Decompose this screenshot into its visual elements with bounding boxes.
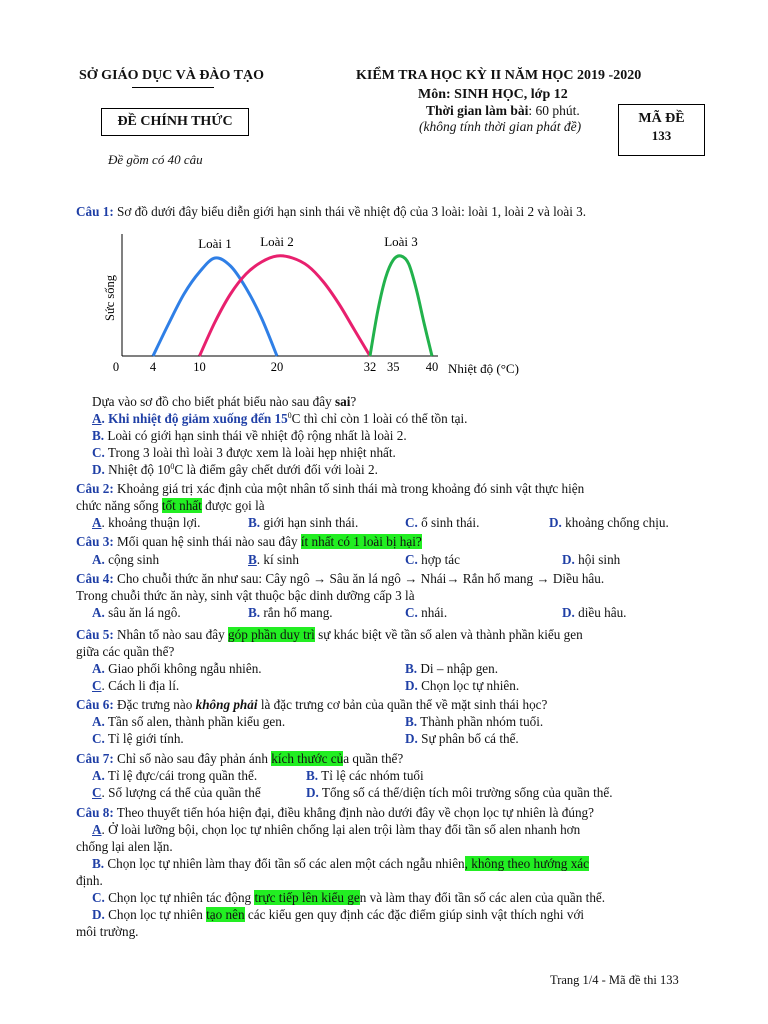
q3-d-key: D. bbox=[562, 552, 575, 567]
subject-prefix: Môn: bbox=[418, 87, 455, 102]
q1-option-c[interactable] bbox=[92, 444, 396, 461]
q7-d-key: D. bbox=[306, 785, 319, 800]
q7-c-key: C bbox=[92, 785, 102, 800]
exam-code-box bbox=[618, 104, 705, 156]
q7-a-key: A. bbox=[92, 768, 105, 783]
q2-option-b[interactable] bbox=[248, 514, 358, 531]
subject-line bbox=[418, 87, 568, 103]
q8-a-key: A bbox=[92, 822, 102, 837]
q1-d-text-2: C là điểm gây chết dưới đối với loài 2. bbox=[174, 462, 378, 477]
q6-a-text: Tần số alen, thành phần kiểu gen. bbox=[104, 714, 286, 729]
series-line-3 bbox=[370, 256, 432, 356]
q7-b-key: B. bbox=[306, 768, 319, 783]
x-tick-label: 0 bbox=[112, 360, 120, 374]
q1-option-b[interactable] bbox=[92, 427, 407, 444]
chart-curves bbox=[153, 256, 432, 356]
q5-highlight: góp phần duy trì bbox=[228, 627, 315, 642]
curve-labels bbox=[198, 234, 418, 251]
q7-c-text: . Số lượng cá thể của quần thể bbox=[101, 785, 261, 800]
q3-label: Câu 3: bbox=[76, 534, 114, 549]
q2-b-key: B. bbox=[248, 515, 261, 530]
q3-text: Mối quan hệ sinh thái nào sau đây bbox=[113, 534, 301, 549]
q4-d-key: D. bbox=[562, 605, 575, 620]
q2-text2-end: được gọi là bbox=[201, 498, 265, 513]
q6-d-text: Sự phân bố cá thể. bbox=[417, 731, 519, 746]
q5-a-key: A. bbox=[92, 661, 105, 676]
q1-a-key: A bbox=[92, 411, 102, 426]
q2-c-key: C. bbox=[405, 515, 418, 530]
q4-text: Cho chuỗi thức ăn như sau: Cây ngô → Sâu ăn lá ngô → Nhái→ Rắn hổ mang → Diều hâu. bbox=[113, 571, 605, 586]
q3-a-key: A. bbox=[92, 552, 105, 567]
q4-d-text: diều hâu. bbox=[574, 605, 627, 620]
q1-a-text: C thì chỉ còn 1 loài có thể tồn tại. bbox=[291, 411, 468, 426]
q5-text-end: sự khác biệt về tần số alen và thành phần kiểu gen bbox=[314, 627, 583, 642]
x-tick-label: 35 bbox=[387, 360, 400, 374]
q4-c-text: nhái. bbox=[417, 605, 448, 620]
q3-a-text: cộng sinh bbox=[104, 552, 160, 567]
q1-a-dot: . Khi nhiệt độ giảm xuống đến 15 bbox=[101, 411, 288, 426]
q6-a-key: A. bbox=[92, 714, 105, 729]
q4-label: Câu 4: bbox=[76, 571, 114, 586]
q5-label: Câu 5: bbox=[76, 627, 114, 642]
q5-c-text: . Cách li địa lí. bbox=[101, 678, 180, 693]
tolerance-chart bbox=[100, 230, 540, 380]
q8-d-text-end: các kiểu gen quy định các đặc điểm giúp sinh vật thích nghi với bbox=[244, 907, 585, 922]
q4-c-key: C. bbox=[405, 605, 418, 620]
x-tick-label: 20 bbox=[270, 360, 284, 374]
page-footer: Trang 1/4 - Mã đề thi 133 bbox=[550, 973, 679, 987]
q8-a-text: . Ở loài lưỡng bội, chọn lọc tự nhiên chống lại alen trội làm thay đổi tần số alen nhanh hơn bbox=[101, 822, 581, 837]
time-line bbox=[426, 103, 580, 119]
q8-text: Theo thuyết tiến hóa hiện đại, điều khẳng định nào dưới đây về chọn lọc tự nhiên là đúng? bbox=[113, 805, 595, 820]
x-axis-label: Nhiệt độ (°C) bbox=[448, 361, 519, 376]
q4-a-text: sâu ăn lá ngô. bbox=[104, 605, 181, 620]
q4-stem-2 bbox=[76, 587, 415, 604]
q2-a-key: A bbox=[92, 515, 102, 530]
q8-c-highlight: trực tiếp lên kiểu ge bbox=[254, 890, 360, 905]
series-label-2: Loài 2 bbox=[260, 234, 294, 249]
exam-code: 133 bbox=[651, 128, 672, 143]
q7-d-text: Tổng số cá thể/diện tích môi trường sống của quần thể. bbox=[318, 785, 613, 800]
q4-option-b[interactable] bbox=[248, 604, 333, 621]
q5-stem bbox=[76, 626, 583, 643]
q1-d-sup: 0 bbox=[170, 462, 175, 471]
y-axis-label: Sức sống bbox=[103, 274, 117, 322]
q2-label: Câu 2: bbox=[76, 481, 114, 496]
q5-text2: giữa các quần thể? bbox=[76, 644, 175, 659]
q4-option-d[interactable] bbox=[562, 604, 626, 621]
q6-label: Câu 6: bbox=[76, 697, 114, 712]
q8-b-text: Chọn lọc tự nhiên làm thay đổi tần số các alen một cách ngẫu nhiên bbox=[104, 856, 465, 871]
q8-option-d[interactable] bbox=[92, 906, 584, 923]
q1-prompt-text: Dựa vào sơ đồ cho biết phát biểu nào sau đây bbox=[92, 394, 336, 409]
q6-emphasis: không phải bbox=[195, 697, 258, 712]
q1-label: Câu 1: bbox=[76, 204, 114, 219]
q6-b-key: B. bbox=[405, 714, 418, 729]
q1-a-sup: 0 bbox=[287, 411, 292, 420]
q2-option-d[interactable] bbox=[549, 514, 669, 531]
official-label: ĐỀ CHÍNH THỨC bbox=[117, 114, 233, 129]
q3-stem bbox=[76, 533, 422, 550]
q3-option-d[interactable] bbox=[562, 551, 620, 568]
q4-b-text: rắn hổ mang. bbox=[260, 605, 333, 620]
q6-d-key: D. bbox=[405, 731, 418, 746]
x-tick-label: 32 bbox=[363, 360, 377, 374]
q7-option-a[interactable] bbox=[92, 767, 257, 784]
q1-c-key: C. bbox=[92, 445, 105, 460]
q5-option-b[interactable] bbox=[405, 660, 498, 677]
q8-d-highlight: tạo nên bbox=[206, 907, 245, 922]
q2-text: Khoảng giá trị xác định của một nhân tố sinh thái mà trong khoảng đó sinh vật thực hiện bbox=[113, 481, 585, 496]
q5-b-text: Di – nhập gen. bbox=[417, 661, 499, 676]
department-underline bbox=[132, 87, 214, 88]
q4-option-a[interactable] bbox=[92, 604, 181, 621]
q6-stem bbox=[76, 696, 547, 713]
q8-label: Câu 8: bbox=[76, 805, 114, 820]
q7-text: Chỉ số nào sau đây phản ánh bbox=[113, 751, 272, 766]
q7-stem bbox=[76, 750, 403, 767]
q8-c-key: C. bbox=[92, 890, 105, 905]
q5-d-text: Chọn lọc tự nhiên. bbox=[417, 678, 520, 693]
q5-option-a[interactable] bbox=[92, 660, 262, 677]
q5-text: Nhân tố nào sau đây bbox=[113, 627, 228, 642]
q6-text: Đặc trưng nào bbox=[113, 697, 196, 712]
q5-c-key: C bbox=[92, 678, 102, 693]
q8-option-b[interactable] bbox=[92, 855, 589, 872]
q5-option-c[interactable] bbox=[92, 677, 179, 694]
q2-d-key: D. bbox=[549, 515, 562, 530]
q7-highlight: kích thước củ bbox=[271, 751, 344, 766]
q4-b-key: B. bbox=[248, 605, 261, 620]
q3-d-text: hội sinh bbox=[574, 552, 621, 567]
q8-option-d-cont bbox=[76, 923, 138, 940]
x-tick-label: 4 bbox=[149, 360, 157, 374]
q4-a-key: A. bbox=[92, 605, 105, 620]
q2-option-a[interactable] bbox=[92, 514, 200, 531]
q8-b-highlight: , không theo hướng xác bbox=[464, 856, 590, 871]
q1-b-key: B. bbox=[92, 428, 105, 443]
q1-d-key: D. bbox=[92, 462, 105, 477]
q4-text2: Trong chuỗi thức ăn này, sinh vật thuộc bậc dinh dưỡng cấp 3 là bbox=[76, 588, 415, 603]
x-tick-label: 40 bbox=[425, 360, 439, 374]
q6-text-end: là đặc trưng cơ bản của quần thể về mặt sinh thái học? bbox=[257, 697, 548, 712]
official-label-box bbox=[101, 108, 249, 136]
q2-b-text: giới hạn sinh thái. bbox=[260, 515, 359, 530]
q5-option-d[interactable] bbox=[405, 677, 519, 694]
q6-c-text: Tỉ lệ giới tính. bbox=[104, 731, 184, 746]
x-tick-label: 10 bbox=[193, 360, 206, 374]
q2-text2: chức năng sống bbox=[76, 498, 162, 513]
q6-option-c[interactable] bbox=[92, 730, 184, 747]
q2-stem-2 bbox=[76, 497, 265, 514]
q2-a-text: . khoảng thuận lợi. bbox=[101, 515, 201, 530]
q1-text: Sơ đồ dưới đây biểu diễn giới hạn sinh thái về nhiệt độ của 3 loài: loài 1, loài 2 và loài 3. bbox=[113, 204, 587, 219]
q7-a-text: Tỉ lệ đực/cái trong quần thể. bbox=[104, 768, 258, 783]
q2-highlight: tốt nhất bbox=[161, 498, 202, 513]
q7-label: Câu 7: bbox=[76, 751, 114, 766]
q4-option-c[interactable] bbox=[405, 604, 447, 621]
time-value: : 60 phút. bbox=[528, 103, 580, 118]
q8-option-b-cont bbox=[76, 872, 103, 889]
q6-option-a[interactable] bbox=[92, 713, 285, 730]
q8-d-text: Chọn lọc tự nhiên bbox=[104, 907, 207, 922]
exam-code-label: MÃ ĐỀ bbox=[638, 111, 685, 126]
q2-option-c[interactable] bbox=[405, 514, 479, 531]
q1-option-a[interactable] bbox=[92, 410, 467, 427]
q5-b-key: B. bbox=[405, 661, 418, 676]
q8-option-a-cont bbox=[76, 838, 173, 855]
series-line-1 bbox=[153, 258, 277, 356]
x-tick-labels bbox=[113, 360, 438, 374]
series-line-2 bbox=[200, 256, 371, 356]
q6-option-b[interactable] bbox=[405, 713, 543, 730]
q8-option-a[interactable] bbox=[92, 821, 580, 838]
q3-option-a[interactable] bbox=[92, 551, 159, 568]
q5-a-text: Giao phối không ngẫu nhiên. bbox=[104, 661, 262, 676]
q5-stem-2 bbox=[76, 643, 174, 660]
q8-b-key: B. bbox=[92, 856, 105, 871]
q7-b-text: Tỉ lệ các nhóm tuổi bbox=[318, 768, 424, 783]
time-label: Thời gian làm bài bbox=[426, 103, 529, 118]
q8-b-text2: định. bbox=[76, 873, 103, 888]
q3-b-key: B bbox=[248, 552, 257, 567]
q3-c-key: C. bbox=[405, 552, 418, 567]
q8-stem bbox=[76, 804, 594, 821]
q3-highlight: ít nhất có 1 loài bị hại? bbox=[300, 534, 422, 549]
q2-c-text: ổ sinh thái. bbox=[417, 515, 480, 530]
q3-option-b[interactable] bbox=[248, 551, 299, 568]
series-label-1: Loài 1 bbox=[198, 236, 232, 251]
q4-stem bbox=[76, 570, 604, 587]
subject: SINH HỌC, lớp 12 bbox=[454, 87, 568, 102]
q1-stem bbox=[76, 203, 586, 220]
q1-prompt-end: ? bbox=[350, 394, 357, 409]
exam-title: KIỂM TRA HỌC KỲ II NĂM HỌC 2019 -2020 bbox=[356, 68, 642, 83]
q3-b-text: . kí sinh bbox=[256, 552, 299, 567]
q1-b-text: Loài có giới hạn sinh thái về nhiệt độ rộng nhất là loài 2. bbox=[104, 428, 407, 443]
q3-option-c[interactable] bbox=[405, 551, 460, 568]
q2-stem bbox=[76, 480, 584, 497]
department-name: SỞ GIÁO DỤC VÀ ĐÀO TẠO bbox=[79, 68, 265, 83]
q6-c-key: C. bbox=[92, 731, 105, 746]
q1-prompt bbox=[92, 393, 356, 410]
series-label-3: Loài 3 bbox=[384, 234, 418, 249]
q7-option-b[interactable] bbox=[306, 767, 424, 784]
q6-option-d[interactable] bbox=[405, 730, 519, 747]
q8-a-text2: chống lại alen lặn. bbox=[76, 839, 173, 854]
time-note: (không tính thời gian phát đề) bbox=[419, 119, 582, 134]
q1-c-text: Trong 3 loài thì loài 3 được xem là loài hẹp nhiệt nhất. bbox=[104, 445, 396, 460]
num-questions-note: Đề gồm có 40 câu bbox=[108, 152, 203, 167]
q6-b-text: Thành phần nhóm tuổi. bbox=[417, 714, 544, 729]
q8-d-text2: môi trường. bbox=[76, 924, 139, 939]
q7-text-end: a quần thể? bbox=[343, 751, 404, 766]
q7-option-c[interactable] bbox=[92, 784, 261, 801]
q8-d-key: D. bbox=[92, 907, 105, 922]
q8-c-text-end: n và làm thay đổi tần số các alen của quần thể. bbox=[359, 890, 606, 905]
q8-c-text: Chọn lọc tự nhiên tác động bbox=[104, 890, 255, 905]
q5-d-key: D. bbox=[405, 678, 418, 693]
q3-c-text: hợp tác bbox=[417, 552, 460, 567]
q7-option-d[interactable] bbox=[306, 784, 613, 801]
q1-option-d[interactable] bbox=[92, 461, 378, 478]
q2-d-text: khoảng chống chịu. bbox=[561, 515, 669, 530]
q1-prompt-emphasis: sai bbox=[335, 394, 351, 409]
q1-d-text: Nhiệt độ 10 bbox=[104, 462, 171, 477]
q8-option-c[interactable] bbox=[92, 889, 605, 906]
